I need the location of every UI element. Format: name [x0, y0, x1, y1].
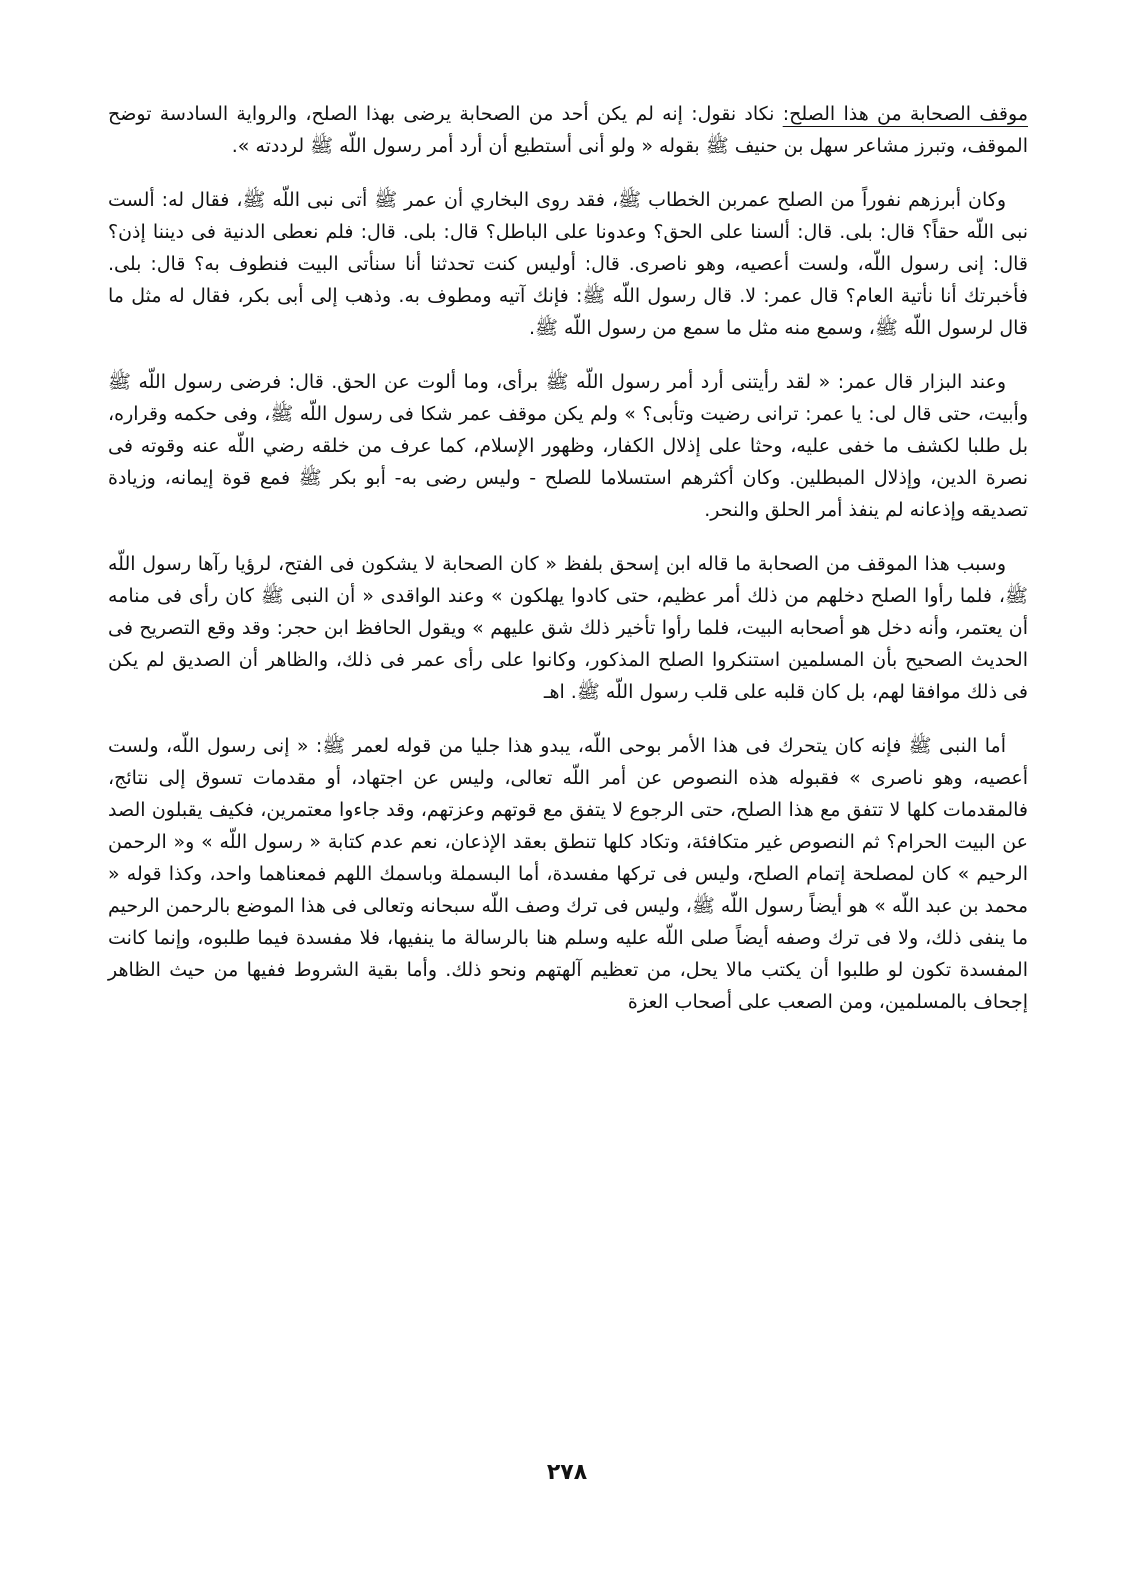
- body-text: [108, 98, 1028, 1040]
- paragraph-4: وسبب هذا الموقف من الصحابة ما قاله ابن إسحق بلفظ « كان الصحابة لا يشكون فى الفتح، لرؤيا رآها رسول اللّه ﷺ، فلما رأوا الصلح دخلهم من ذلك أمر عظيم، حتى كادوا يهلكون » وعند الواقدى « أن النبى ﷺ كان رأى فى منامه أن يعتمر، وأنه دخل هو أصحابه البيت، فلما رأوا تأخير ذلك شق عليهم » ويقول الحافظ ابن حجر: وقد وقع التصريح فى الحديث الصحيح بأن المسلمين استنكروا الصلح المذكور، وكانوا على رأى عمر فى ذلك، والظاهر أن الصديق لم يكن فى ذلك موافقا لهم، بل كان قلبه على قلب رسول اللّه ﷺ. اهـ: [108, 553, 1028, 703]
- paragraph-1-text: نكاد نقول: إنه لم يكن أحد من الصحابة يرضى بهذا الصلح، والرواية السادسة توضح الموقف، وتبرز مشاعر سهل بن حنيف ﷺ بقوله « ولو أنى أستطيع أن أرد أمر رسول اللّه ﷺ لرددته ».: [108, 103, 1028, 157]
- page-number: ٢٧٨: [546, 1460, 588, 1485]
- paragraph-5: أما النبى ﷺ فإنه كان يتحرك فى هذا الأمر بوحى اللّه، يبدو هذا جليا من قوله لعمر ﷺ: « إنى رسول اللّه، ولست أعصيه، وهو ناصرى » فقبوله هذه النصوص عن أمر اللّه تعالى، وليس عن اجتهاد، أو مقدمات تسوق إلى نتائج، فالمقدمات كلها لا تتفق مع هذا الصلح، حتى الرجوع لا يتفق مع قوتهم وعزتهم، وقد جاءوا معتمرين، فكيف يقبلون الصد عن البيت الحرام؟ ثم النصوص غير متكافئة، وتكاد كلها تنطق بعقد الإذعان، نعم عدم كتابة « رسول اللّه » و« الرحمن الرحيم » كان لمصلحة إتمام الصلح، وليس فى تركها مفسدة، أما البسملة وباسمك اللهم فمعناهما واحد، وكذا قوله « محمد بن عبد اللّه » هو أيضاً رسول اللّه ﷺ، وليس فى ترك وصف اللّه سبحانه وتعالى فى هذا الموضع بالرحمن الرحيم ما ينفى ذلك، ولا فى ترك وصفه أيضاً صلى اللّه عليه وسلم هنا بالرسالة ما ينفيها، فلا مفسدة فيما طلبوه، وإنما كانت المفسدة تكون لو طلبوا أن يكتب مالا يحل، من تعظيم آلهتهم ونحو ذلك. وأما بقية الشروط ففيها من حيث الظاهر إجحاف بالمسلمين، ومن الصعب على أصحاب العزة: [108, 735, 1028, 1013]
- paragraph-2: وكان أبرزهم نفوراً من الصلح عمربن الخطاب ﷺ، فقد روى البخاري أن عمر ﷺ أتى نبى اللّه ﷺ، فقال له: ألست نبى اللّه حقاً؟ قال: بلى. قال: ألسنا على الحق؟ وعدونا على الباطل؟ قال: بلى. قال: فلم نعطى الدنية فى ديننا إذن؟ قال: إنى رسول اللّه، ولست أعصيه، وهو ناصرى. قال: أوليس كنت تحدثنا أنا سنأتى البيت فنطوف به؟ قال: بلى. فأخبرتك أنا نأتية العام؟ قال عمر: لا. قال رسول اللّه ﷺ: فإنك آتيه ومطوف به. وذهب إلى أبى بكر، فقال له مثل ما قال لرسول اللّه ﷺ، وسمع منه مثل ما سمع من رسول اللّه ﷺ.: [108, 189, 1028, 339]
- paragraph-1: [108, 98, 1028, 162]
- paragraph-3: وعند البزار قال عمر: « لقد رأيتنى أرد أمر رسول اللّه ﷺ برأى، وما ألوت عن الحق. قال: فرضى رسول اللّه ﷺ وأبيت، حتى قال لى: يا عمر: ترانى رضيت وتأبى؟ » ولم يكن موقف عمر شكا فى رسول اللّه ﷺ، وفى حكمه وقراره، بل طلبا لكشف ما خفى عليه، وحثا على إذلال الكفار، وظهور الإسلام، كما عرف من خلقه رضي اللّه عنه وقوته فى نصرة الدين، وإذلال المبطلين. وكان أكثرهم استسلاما للصلح - وليس رضى به- أبو بكر ﷺ فمع قوة إيمانه، وزيادة تصديقه وإذعانه لم ينفذ أمر الحلق والنحر.: [108, 371, 1028, 521]
- section-heading: موقف الصحابة من هذا الصلح:: [782, 103, 1028, 125]
